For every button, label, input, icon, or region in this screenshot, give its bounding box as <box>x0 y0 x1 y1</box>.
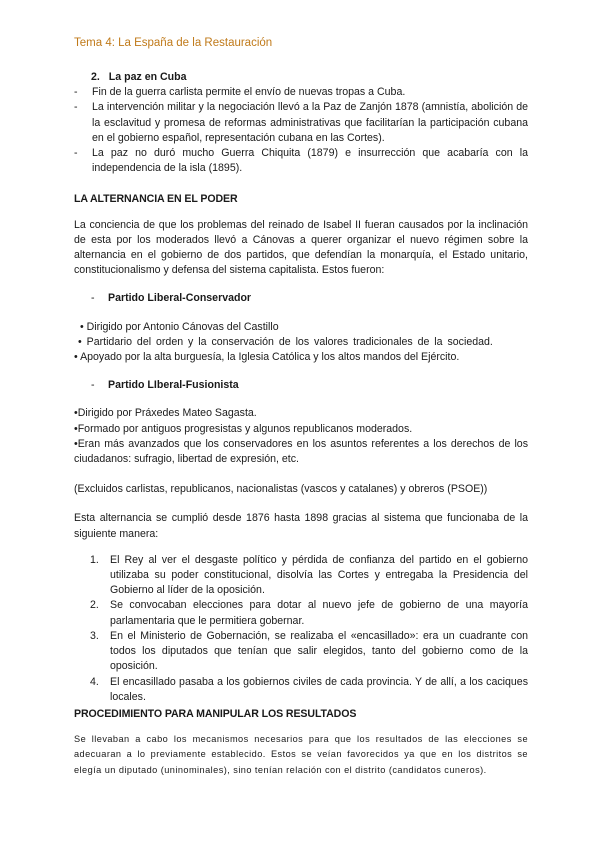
cuba-section-title <box>74 70 528 85</box>
list-item: •Dirigido por Práxedes Mateo Sagasta. <box>74 407 257 420</box>
list-item: - La intervención militar y la negociación llevó a la Paz de Zanjón 1878 (amnistía, abolición de la esclavitud y promesa de reformas administrativas que facilitarían la participación cubana en el gobierno español, representación cubana en las Cortes). <box>74 100 528 146</box>
procedimiento-text: Se llevaban a cabo los mecanismos necesarios para que los resultados de las elecciones se adecuaran a lo previamente establecido. Estos se veían favorecidos ya que en los distritos se elegía un diputado (uninominales), sino tenían relación con el distrito (candidatos cuneros). <box>74 734 528 775</box>
excluidos-note: (Excluidos carlistas, republicanos, nacionalistas (vascos y catalanes) y obreros (PSOE)) <box>74 483 488 496</box>
conservador-subheading <box>74 291 528 306</box>
dash-marker: - <box>74 147 78 160</box>
cuba-title: La paz en Cuba <box>108 71 187 83</box>
dash-marker: - <box>74 101 78 114</box>
dash-marker: - <box>91 379 95 392</box>
list-item: 3. En el Ministerio de Gobernación, se realizaba el «encasillado»: era un cuadrante con todos los diputados que tenían que salir elegidos, tanto del gobierno como de la oposición. <box>90 629 528 673</box>
dash-marker: - <box>74 86 78 99</box>
document-body <box>74 70 528 778</box>
page-header: Tema 4: La España de la Restauración <box>74 37 273 49</box>
list-item: • Partidario del orden y la conservación de los valores tradicionales de la sociedad. <box>78 335 493 348</box>
procedimiento-heading: PROCEDIMIENTO PARA MANIPULAR LOS RESULTADOS <box>74 707 357 720</box>
sistema-intro: Esta alternancia se cumplió desde 1876 hasta 1898 gracias al sistema que funcionaba de la siguiente manera: <box>74 512 528 540</box>
alternancia-intro: La conciencia de que los problemas del reinado de Isabel II fueran causados por la inclinación de esta por los moderados llevó a Cánovas a querer organizar el nuevo régimen sobre la alternancia en el gobierno de dos partidos, que defendían la monarquía, el Estado unitario, constitucionalismo y defensa del sistema capitalista. Estos fueron: <box>74 218 528 277</box>
fusionista-title: Partido LIberal-Fusionista <box>108 379 239 392</box>
list-item: 1. El Rey al ver el desgaste político y pérdida de confianza del partido en el gobierno utilizaba su poder constitucional, disolvía las Cortes y entregaba la Presidencia del Gobierno al líder de la oposición. <box>90 553 528 597</box>
alternancia-heading: LA ALTERNANCIA EN EL PODER <box>74 193 238 206</box>
steps-list <box>74 553 528 705</box>
conservador-title: Partido Liberal-Conservador <box>108 292 252 305</box>
list-item: • Dirigido por Antonio Cánovas del Castillo <box>80 320 279 333</box>
list-item: • Apoyado por la alta burguesía, la Iglesia Católica y los altos mandos del Ejército. <box>74 351 460 364</box>
dash-marker: - <box>91 292 95 305</box>
list-item: 4. El encasillado pasaba a los gobiernos civiles de cada provincia. Y de allí, a los caciques locales. <box>90 675 528 703</box>
cuba-title-number: 2. <box>91 71 100 83</box>
list-item: 2. Se convocaban elecciones para dotar al nuevo jefe de gobierno de una mayoría parlamentaria que le permitiera gobernar. <box>90 599 528 627</box>
list-item: •Eran más avanzados que los conservadores en los asuntos referentes a los derechos de los ciudadanos: sufragio, libertad de expresión, etc. <box>74 437 528 466</box>
list-item: - La paz no duró mucho Guerra Chiquita (1879) e insurrección que acabaría con la independencia de la isla (1895). <box>74 146 528 176</box>
fusionista-subheading <box>74 378 528 393</box>
list-item: - Fin de la guerra carlista permite el envío de nuevas tropas a Cuba. <box>74 85 528 100</box>
list-item: •Formado por antiguos progresistas y algunos republicanos moderados. <box>74 422 413 435</box>
